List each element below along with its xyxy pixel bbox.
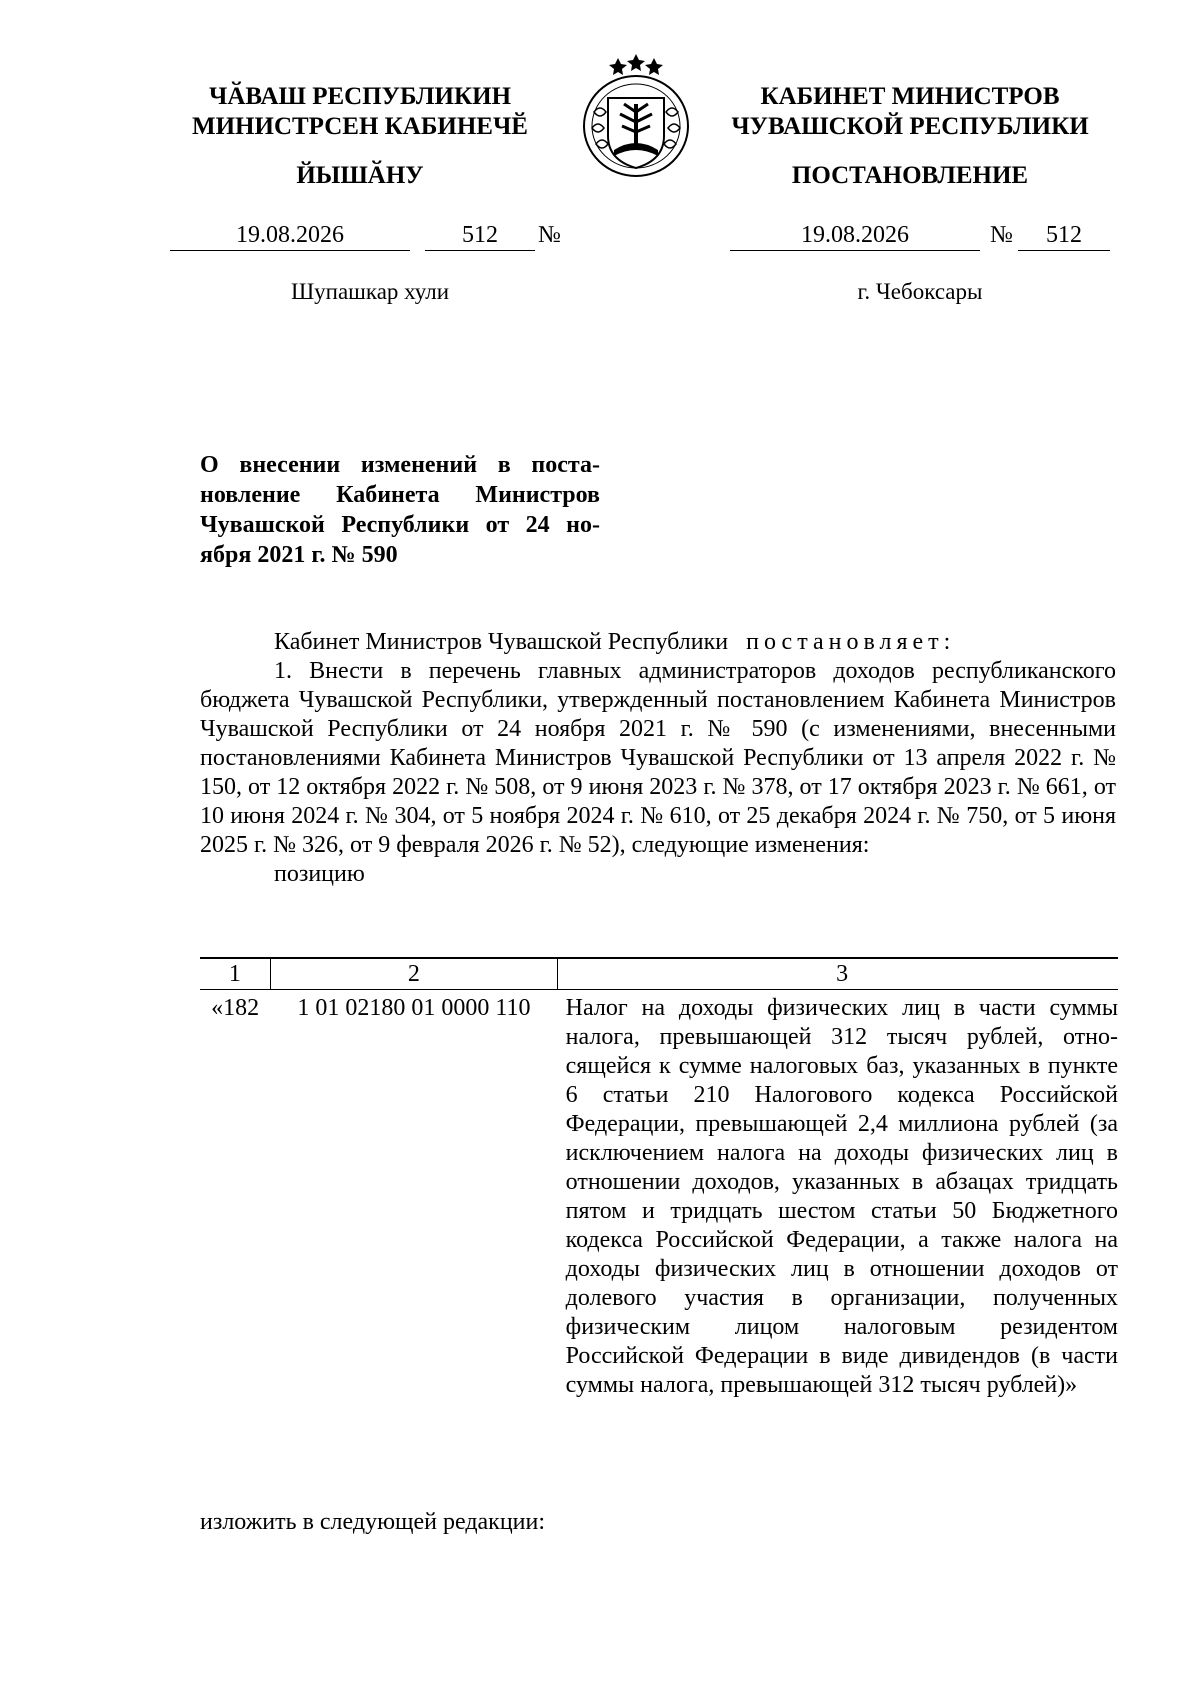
header-chuvash <box>150 82 570 142</box>
row-description: Налог на доходы физических лиц в части суммы налога, превышающей 312 тысяч рублей, относящейся к сумме налоговых баз, указанных в пункте 6 статьи 210 Налогового кодекса Российской Федерации, превышающей 2,4 миллиона рублей (за исключением налога на доходы физических лиц в отношении доходов, указанных в абзацах тридцать пятом и тридцать шестом статьи 50 Бюджетного кодекса Российской Федерации, а также налога на доходы физических лиц в отношении доходов от долевого участия в организации, полученных физическим лицом налоговым резидентом Российской Федерации в виде дивидендов (в части суммы налога, превышающей 312 тысяч рублей)» <box>565 995 1118 1398</box>
place-chuvash: Шупашкар хули <box>290 279 450 304</box>
table-header-row <box>200 958 1118 990</box>
header-chuvash-line2: МИНИСТРСЕН КАБИНЕЧӖ <box>192 113 528 140</box>
table-header-col3: 3 <box>558 958 1118 990</box>
coat-of-arms-emblem <box>572 52 700 182</box>
subject-title: О внесении изменений в постановление Кабинета Министров Чувашской Республики от 24 ноября 2021 г. № 590 <box>200 452 600 568</box>
preamble <box>200 628 1116 657</box>
table-header-col1: 1 <box>200 958 270 990</box>
row-admin-code: «182 <box>211 995 260 1021</box>
preamble-verb: постановляет: <box>746 629 956 655</box>
date-field-chuvash: 19.08.2026 <box>170 222 410 251</box>
position-word: позицию <box>274 861 365 887</box>
dateline <box>0 222 1200 252</box>
doc-type-chuvash: ЙЫШӐНУ <box>296 162 424 189</box>
position-table <box>200 957 1118 1400</box>
table-header-col2: 2 <box>270 958 558 990</box>
item-1: 1. Внести в перечень главных администраторов доходов республиканского бюджета Чувашской Республики, утвержденный постановлением Кабинета Министров Чувашской Республики от 24 ноября 2021 г. № 590 (с изменениями, внесенными постановлениями Кабинета Министров Чувашской Республики от 13 апреля 2022 г. № 150, от 12 октября 2022 г. № 508, от 9 июня 2023 г. № 378, от 17 октября 2023 г. № 661, от 10 июня 2024 г. № 304, от 5 ноября 2024 г. № 610, от 25 декабря 2024 г. № 750, от 5 июня 2025 г. № 326, от 9 февраля 2026 г. № 52), следующие изменения: <box>200 658 1116 858</box>
number-field-russian: 512 <box>1018 222 1110 251</box>
place-russian: г. Чебоксары <box>857 279 983 304</box>
row-kbk-code: 1 01 02180 01 0000 110 <box>297 995 531 1021</box>
document-body <box>200 628 1116 889</box>
document-subject <box>200 450 600 570</box>
header-russian <box>700 82 1120 142</box>
number-sign-russian: № <box>990 222 1013 248</box>
closing-text: изложить в следующей редакции: <box>200 1509 546 1535</box>
header-russian-line2: ЧУВАШСКОЙ РЕСПУБЛИКИ <box>731 113 1089 140</box>
doc-type-russian: ПОСТАНОВЛЕНИЕ <box>791 162 1029 189</box>
preamble-org: Кабинет Министров Чувашской Республики <box>274 629 729 655</box>
date-field-russian: 19.08.2026 <box>730 222 980 251</box>
number-sign-chuvash: № <box>538 222 561 248</box>
header-russian-line1: КАБИНЕТ МИНИСТРОВ <box>760 83 1060 110</box>
header-chuvash-line1: ЧӐВАШ РЕСПУБЛИКИН <box>208 83 512 110</box>
table-row <box>200 990 1118 1401</box>
number-field-chuvash: 512 <box>425 222 535 251</box>
